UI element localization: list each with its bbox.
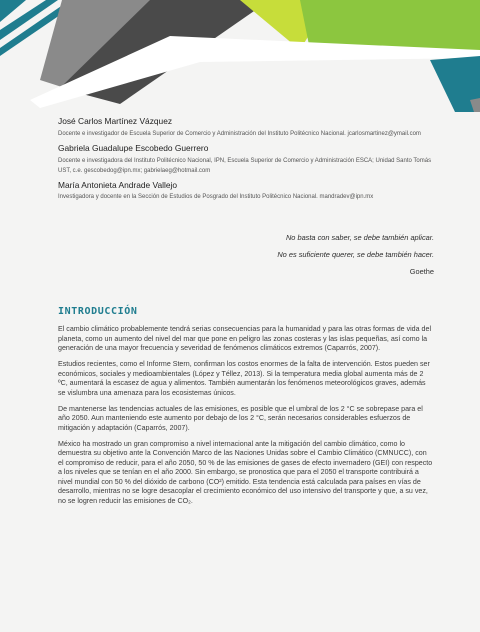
paragraph: Estudios recientes, como el Informe Stern, confirman los costos enormes de la falta de intervención. Estos pueden ser económicos, sociales y medioambientales (López y Téllez, 2013). Si la temperatura media global aumenta más de 2 ºC, aumentará la escasez de agua y alimentos. También aumentarán los fenómenos meteorológicos graves, además se vislumbra una amenaza para los ecosistemas únicos. — [58, 359, 430, 397]
epigraph-author: Goethe — [409, 267, 434, 276]
header-decoration — [0, 0, 480, 112]
author-name: José Carlos Martínez Vázquez — [58, 116, 173, 126]
author-affiliation: Investigadora y docente en la Sección de Estudios de Posgrado del Instituto Politécnico Nacional. mandradev@ipn.mx — [58, 194, 374, 200]
author-affiliation: Docente e investigador de Escuela Superior de Comercio y Administración del Instituto Politécnico Nacional. jcarlosmartinez@ymail.com — [58, 131, 421, 137]
paragraph: De mantenerse las tendencias actuales de las emisiones, es posible que el umbral de los 2 °C se sobrepase para el año 2050. Aun manteniendo este aumento por debajo de los 2 °C, serán necesarios considerables esfuerzos de mitigación y adaptación (Caparrós, 2007). — [58, 404, 423, 432]
paragraph: México ha mostrado un gran compromiso a nivel internacional ante la mitigación del cambio climático, como lo demuestra su objetivo ante la Convención Marco de las Naciones Unidas sobre el Cambio Climático (CMNUCC), con el compromiso de reducir, para el año 2050, 50 % de las emisiones de gases de efecto invernadero (GEI) con respecto a los niveles que se tenían en el año 2000. Sin embargo, se pronostica que para el 2050 el transporte contribuirá a nivel mundial con 50 % del dióxido de carbono (CO²) emitido. Esta tendencia está calculada para países en vías de desarrollo, mientras no se logre desacoplar el crecimiento económico del uso intensivo del transporte y que, a su vez, no se logren reducir las emisiones de CO₂. — [58, 439, 433, 506]
author-name: Gabriela Guadalupe Escobedo Guerrero — [58, 143, 209, 153]
author-affiliation: Docente e investigadora del Instituto Politécnico Nacional, IPN, Escuela Superior de Comercio y Administración ESCA; Unidad Santo Tomás UST, c.e. gescobedog@ipn.mx; gabrielaeg@hotmail.com — [58, 158, 432, 174]
author-name: María Antonieta Andrade Vallejo — [58, 180, 178, 190]
epigraph-line: No es suficiente querer, se debe también hacer. — [277, 250, 434, 259]
section-title: INTRODUCCIÓN — [58, 306, 138, 317]
epigraph-line: No basta con saber, se debe también aplicar. — [285, 233, 434, 242]
authors-block — [58, 116, 438, 206]
epigraph — [104, 233, 434, 284]
paragraph: El cambio climático probablemente tendrá serias consecuencias para la humanidad y para las otras formas de vida del planeta, como un aumento del nivel del mar que pone en peligro las zonas costeras y las islas pequeñas, así como la generación de una mayor frecuencia y severidad de fenómenos climáticos extremos (Caparrós, 2007). — [58, 325, 432, 353]
body-text — [58, 325, 434, 513]
